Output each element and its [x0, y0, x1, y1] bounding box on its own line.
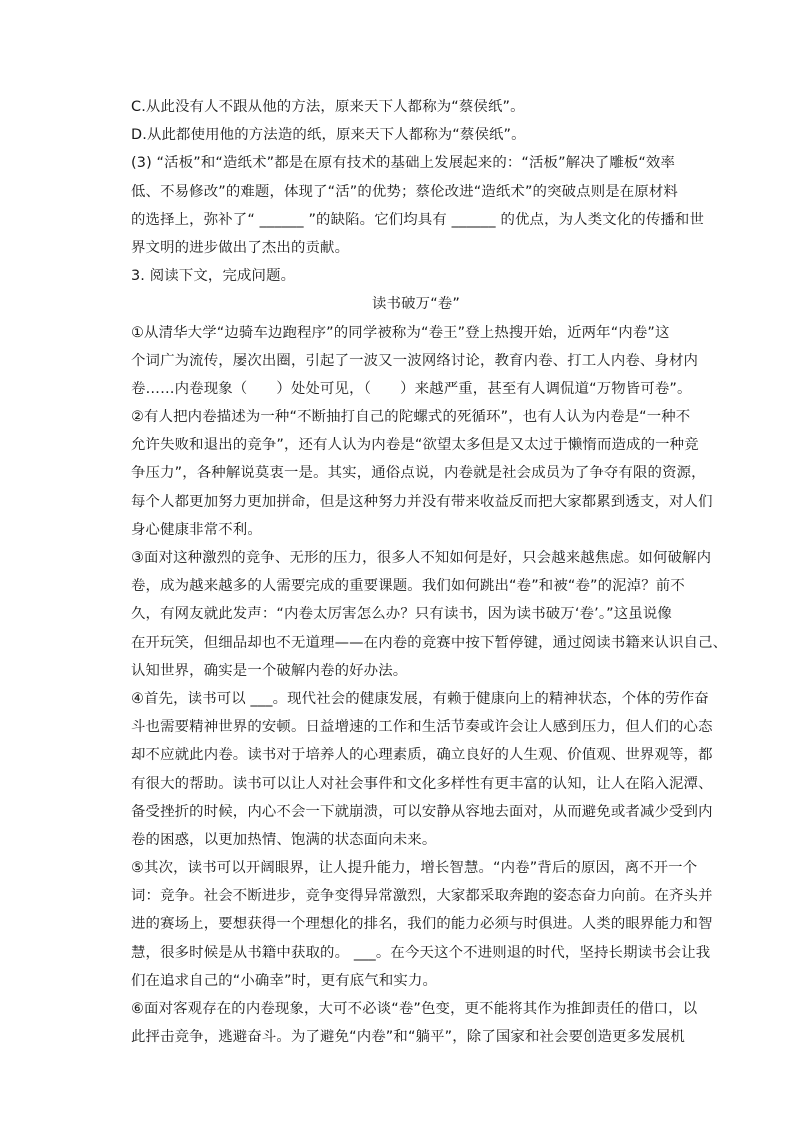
paragraph-5-line-4: 慧，很多时候是从书籍中获取的。 ___。在今天这个不进则退的时代，坚持长期读书会让我 — [131, 944, 711, 961]
paragraph-6-line-2: 此抨击竞争，逃避奋斗。为了避免“内卷”和“躺平”，除了国家和社会要创造更多发展机 — [131, 1029, 685, 1046]
article-title: 读书破万“卷” — [372, 296, 460, 313]
option-c: C.从此没有人不跟从他的方法，原来天下人都称为“蔡侯纸”。 — [131, 99, 525, 115]
paragraph-6-line-1: ⑥面对客观存在的内卷现象，大可不必谈“卷”色变，更不能将其作为推卸责任的借口，以 — [131, 1001, 698, 1017]
paragraph-2-line-4: 每个人都更加努力更加拼命，但是这种努力并没有带来收益反而把大家都累到透支，对人们 — [131, 493, 713, 510]
paragraph-4-line-5: 备受挫折的时候，内心不会一下就崩溃，可以安静从容地去面对，从而避免或者减少受到内 — [131, 803, 713, 820]
paragraph-4-line-2: 斗也需要精神世界的安顿。日益增速的工作和生活节奏或许会让人感到压力，但人们的心态 — [131, 719, 713, 736]
paragraph-5-line-2: 词：竞争。社会不断进步，竞争变得异常激烈，大家都采取奔跑的姿态奋力向前。在齐头并 — [131, 888, 713, 905]
paragraph-5-line-1: ⑤其次，读书可以开阔眼界，让人提升能力，增长智慧。“内卷”背后的原因，离不开一个 — [131, 860, 698, 877]
paragraph-2-line-3: 争压力”，各种解说莫衷一是。其实，通俗点说，内卷就是社会成员为了争夺有限的资源， — [131, 465, 706, 482]
paragraph-3-line-2: 卷，成为越来越多的人需要完成的重要课题。我们如何跳出“卷”和被“卷”的泥淖？前不 — [131, 578, 685, 595]
question-3-line-2: 低、不易修改”的难题，体现了“活”的优势；蔡伦改进“造纸术”的突破点则是在原材料 — [131, 183, 678, 200]
paragraph-3-line-5: 认知世界，确实是一个破解内卷的好办法。 — [131, 662, 408, 679]
paragraph-2-line-5: 身心健康非常不利。 — [131, 521, 262, 538]
paragraph-2-line-1: ②有人把内卷描述为一种“不断抽打自己的陀螺式的死循环”，也有人认为内卷是“一种不 — [131, 409, 691, 426]
paragraph-3-line-3: 久，有网友就此发声：“内卷太厉害怎么办？只有读书，因为读书破万‘卷’。”这虽说像 — [131, 606, 672, 623]
question-3-line-1: (3) “活板”和“造纸术”都是在原有技术的基础上发展起来的：“活板”解决了雕板“效率 — [131, 155, 676, 172]
paragraph-4-line-6: 卷的困惑，以更加热情、饱满的状态面向未来。 — [131, 831, 437, 848]
section-3-heading: 3. 阅读下文，完成问题。 — [131, 268, 296, 285]
option-d: D.从此都使用他的方法造的纸，原来天下人都称为“蔡侯纸”。 — [131, 127, 526, 144]
paragraph-5-line-5: 们在追求自己的“小确幸”时，更有底气和实力。 — [131, 972, 438, 989]
paragraph-3-line-1: ③面对这种激烈的竞争、无形的压力，很多人不知如何是好，只会越来越焦虑。如何破解内 — [131, 550, 712, 566]
paragraph-1-line-2: 个词广为流传，屡次出圈，引起了一波又一波网络讨论，教育内卷、打工人内卷、身材内 — [131, 352, 699, 369]
question-3-line-4: 界文明的进步做出了杰出的贡献。 — [131, 239, 350, 256]
paragraph-4-line-3: 却不应就此内卷。读书对于培养人的心理素质，确立良好的人生观、价值观、世界观等，都 — [131, 747, 713, 764]
paragraph-4-line-1: ④首先，读书可以 ___。现代社会的健康发展，有赖于健康向上的精神状态，个体的劳作奋 — [131, 690, 709, 707]
paragraph-2-line-2: 允许失败和退出的竞争”，还有人认为内卷是“欲望太多但是又太过于懒惰而造成的一种竞 — [131, 437, 699, 454]
paragraph-3-line-4: 在开玩笑，但细品却也不无道理——在内卷的竞赛中按下暂停键，通过阅读书籍来认识自己、 — [131, 634, 728, 651]
paragraph-1-line-1: ①从清华大学“边骑车边跑程序”的同学被称为“卷王”登上热搜开始，近两年“内卷”这 — [131, 324, 670, 341]
paragraph-4-line-4: 有很大的帮助。读书可以让人对社会事件和文化多样性有更丰富的认知，让人在陷入泥潭、 — [131, 775, 713, 792]
document-body — [131, 93, 728, 1051]
paragraph-5-line-3: 进的赛场上，要想获得一个理想化的排名，我们的能力必须与时俱进。人类的眼界能力和智 — [131, 916, 713, 933]
question-3-line-3: 的选择上，弥补了“ ______ ”的缺陷。它们均具有 ______ 的优点，为人类文化的传播和世 — [131, 211, 705, 228]
paragraph-1-line-3: 卷……内卷现象（ ）处处可见，（ ）来越严重，甚至有人调侃道“万物皆可卷”。 — [131, 380, 692, 397]
